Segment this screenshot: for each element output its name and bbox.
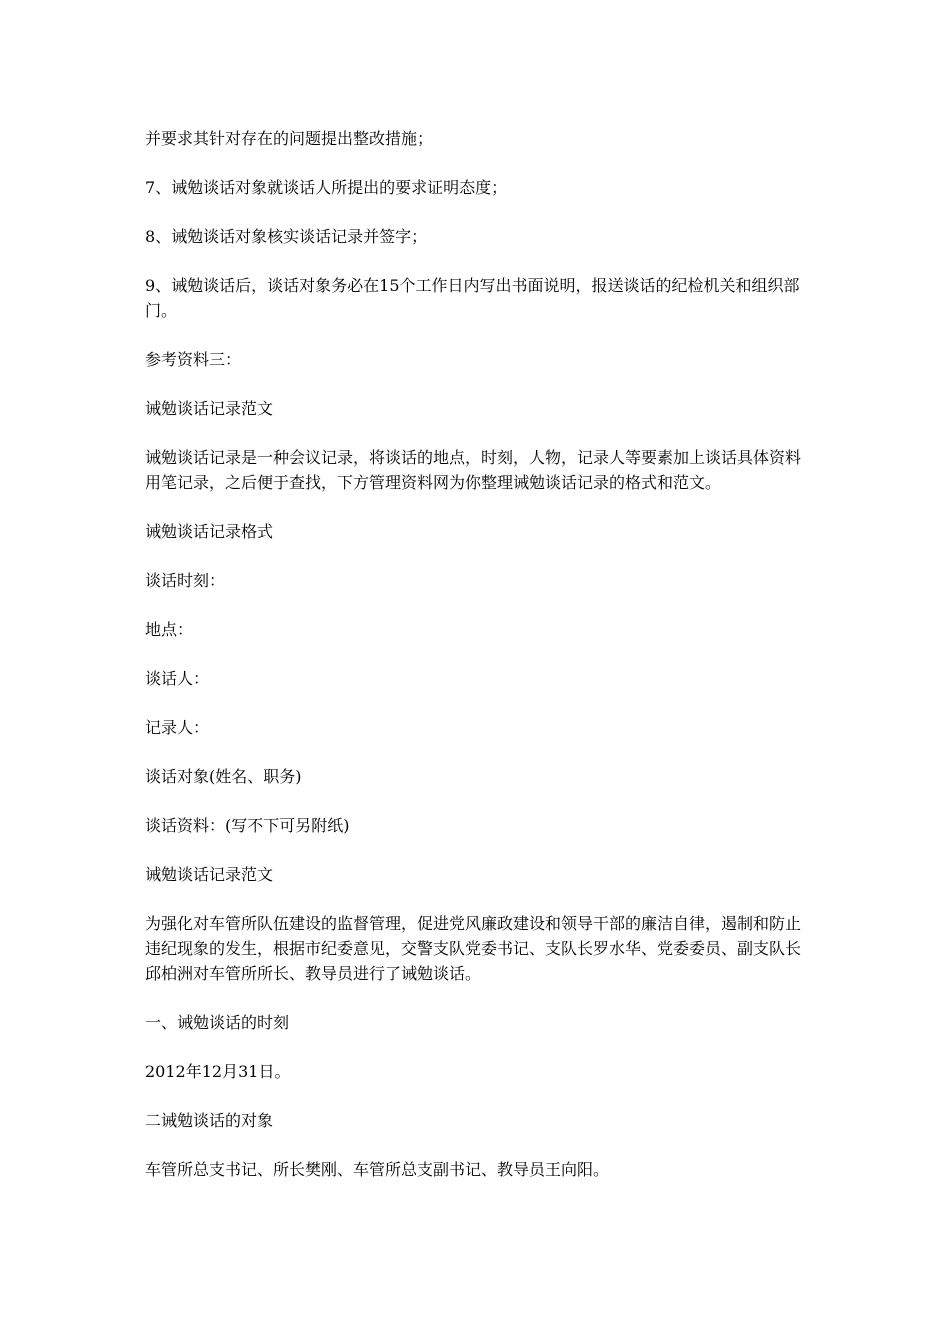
heading-record-sample-2: 诫勉谈话记录范文 <box>145 865 274 884</box>
paragraph-step-8: 8、诫勉谈话对象核实谈话记录并签字； <box>145 227 428 246</box>
paragraph-step-9: 9、诫勉谈话后，谈话对象务必在15个工作日内写出书面说明，报送谈话的纪检机关和组织部门。 <box>145 276 800 320</box>
field-talk-subject: 谈话对象(姓名、职务) <box>145 767 302 786</box>
paragraph-subjects: 车管所总支书记、所长樊刚、车管所总支副书记、教导员王向阳。 <box>145 1160 610 1179</box>
heading-section-2: 二诫勉谈话的对象 <box>145 1111 274 1130</box>
paragraph-record-intro: 诫勉谈话记录是一种会议记录，将谈话的地点，时刻，人物，记录人等要素加上谈话具体资料用笔记录，之后便于查找，下方管理资料网为你整理诫勉谈话记录的格式和范文。 <box>145 448 802 492</box>
field-talk-time: 谈话时刻： <box>145 571 226 590</box>
heading-section-1: 一、诫勉谈话的时刻 <box>145 1013 290 1032</box>
field-location: 地点： <box>145 620 194 639</box>
paragraph-date: 2012年12月31日。 <box>145 1062 291 1081</box>
document-body <box>145 126 810 1206</box>
heading-reference-3: 参考资料三： <box>145 350 242 369</box>
field-talk-content: 谈话资料：(写不下可另附纸) <box>145 816 350 835</box>
paragraph-sample-body: 为强化对车管所队伍建设的监督管理，促进党风廉政建设和领导干部的廉洁自律，遏制和防止违纪现象的发生，根据市纪委意见，交警支队党委书记、支队长罗水华、党委委员、副支队长邱柏洲对车管所所长、教导员进行了诫勉谈话。 <box>145 914 802 983</box>
paragraph-step-7: 7、诫勉谈话对象就谈话人所提出的要求证明态度； <box>145 178 508 197</box>
field-talker: 谈话人： <box>145 669 210 688</box>
paragraph-rectification: 并要求其针对存在的问题提出整改措施； <box>145 129 434 148</box>
heading-record-format: 诫勉谈话记录格式 <box>145 522 274 541</box>
field-recorder: 记录人： <box>145 718 210 737</box>
heading-record-sample: 诫勉谈话记录范文 <box>145 399 274 418</box>
